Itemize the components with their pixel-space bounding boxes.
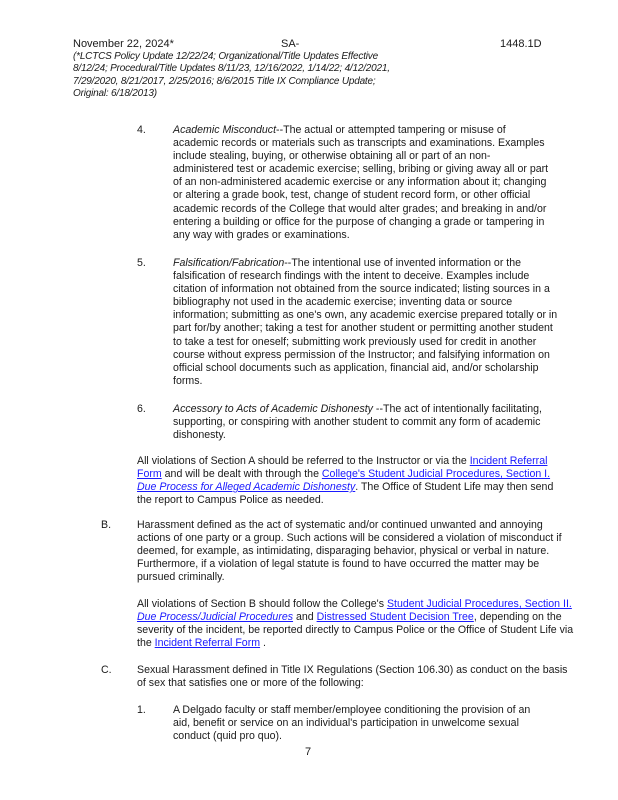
- item-number: 5.: [137, 257, 146, 269]
- list-item-falsification: [173, 257, 558, 388]
- item-number: 4.: [137, 124, 146, 136]
- note-text: , depending on the severity of the incident, be reported directly to Campus Police or the Office of Student Life via the: [137, 611, 574, 650]
- item-text: --The act of intentionally facilitating, supporting, or conspiring with another student to commit any form of academic dishonesty.: [173, 403, 542, 442]
- section-letter: C.: [101, 664, 112, 676]
- header-policy-number: 1448.1D: [500, 38, 542, 50]
- section-letter: B.: [101, 519, 112, 531]
- note-text: All violations of Section A should be referred to the Instructor or via the: [137, 455, 470, 467]
- link-text-italic: Due Process for Alleged Academic Dishonesty: [137, 481, 356, 494]
- header-policy-code: SA-: [281, 38, 300, 50]
- incident-referral-form-link[interactable]: Incident Referral Form: [137, 455, 548, 481]
- note-text: and will be dealt with through the: [161, 468, 322, 481]
- header-date: November 22, 2024*: [73, 38, 174, 50]
- header-revision-note: (*LCTCS Policy Update 12/22/24; Organizational/Title Updates Effective 8/12/24; Procedural/Title Updates 8/11/23, 12/16/2022, 1/14/22; 4/12/2021, 7/29/2020, 8/21/2017, 2/25/2016; 8/6/2015 Title IX Compliance Update; Original: 6/18/2013): [73, 51, 390, 100]
- list-item-academic-misconduct: [173, 124, 550, 242]
- link-text-italic: Due Process/Judicial Procedures: [137, 611, 294, 624]
- item-title: Accessory to Acts of Academic Dishonesty: [173, 403, 373, 415]
- list-item-quid-pro-quo: A Delgado faculty or staff member/employee conditioning the provision of an aid, benefit or service on an individual's participation in unwelcome sexual conduct (quid pro quo).: [173, 704, 531, 743]
- note-text: . The Office of Student Life may then send the report to Campus Police as needed.: [137, 481, 554, 507]
- section-a-violations-note: [137, 455, 562, 507]
- section-c-sexual-harassment: Sexual Harassment defined in Title IX Regulations (Section 106.30) as conduct on the basis of sex that satisfies one or more of the following:: [137, 664, 568, 690]
- link-text: College's Student Judicial Procedures, Section I.: [321, 468, 551, 481]
- incident-referral-form-link[interactable]: Incident Referral Form: [154, 637, 261, 650]
- item-text: --The intentional use of invented information or the falsification of research findings with the intent to deceive. Examples include citation of information not obtained from the source indicated; listing sources in a bibliography not used in the academic exercise; inventing data or source information; submitting as one's own, any academic exercise prepared totally or in part for/by another; taking a test for another student or permitting another student to take a test for oneself; submitting work previously used for credit in another course without express permission of the Instructor; and falsifying information on official school documents such as application, financial aid, and/or scholarship forms.: [173, 257, 558, 387]
- item-text: --The actual or attempted tampering or misuse of academic records or materials such as transcripts and examinations. Examples include stealing, buying, or otherwise obtaining all or part of an non-administered test or academic exercise; selling, bribing or giving away all or part of an non-administered academic exercise or any information about it; changing or altering a grade book, test, change of student record form, or other official academic records of the College that would alter grades; and breaking in and/or entering a building or office for the purpose of changing a grade or tampering in any way with grades or examinations.: [173, 124, 549, 241]
- distressed-student-decision-tree-link[interactable]: Distressed Student Decision Tree: [316, 611, 474, 624]
- section-b-harassment: Harassment defined as the act of systematic and/or continued unwanted and annoying actions of one party or a group. Such actions will be considered a violation of misconduct if deemed, for example, as intimidating, disparaging behavior, physical or verbal in nature. Furthermore, if a violation of legal statute is found to have occurred the matter may be pursued criminally.: [137, 519, 562, 584]
- note-text: All violations of Section B should follow the College's: [137, 598, 387, 610]
- note-text: and: [293, 611, 317, 624]
- item-number: 6.: [137, 403, 146, 415]
- item-title: Academic Misconduct: [173, 124, 277, 136]
- section-b-violations-note: [137, 598, 577, 650]
- link-text: Student Judicial Procedures, Section II.: [386, 598, 572, 610]
- list-item-accessory: [173, 403, 551, 442]
- item-number: 1.: [137, 704, 146, 716]
- item-title: Falsification/Fabrication: [173, 257, 285, 269]
- note-text: .: [260, 637, 266, 650]
- page-number: 7: [305, 746, 312, 758]
